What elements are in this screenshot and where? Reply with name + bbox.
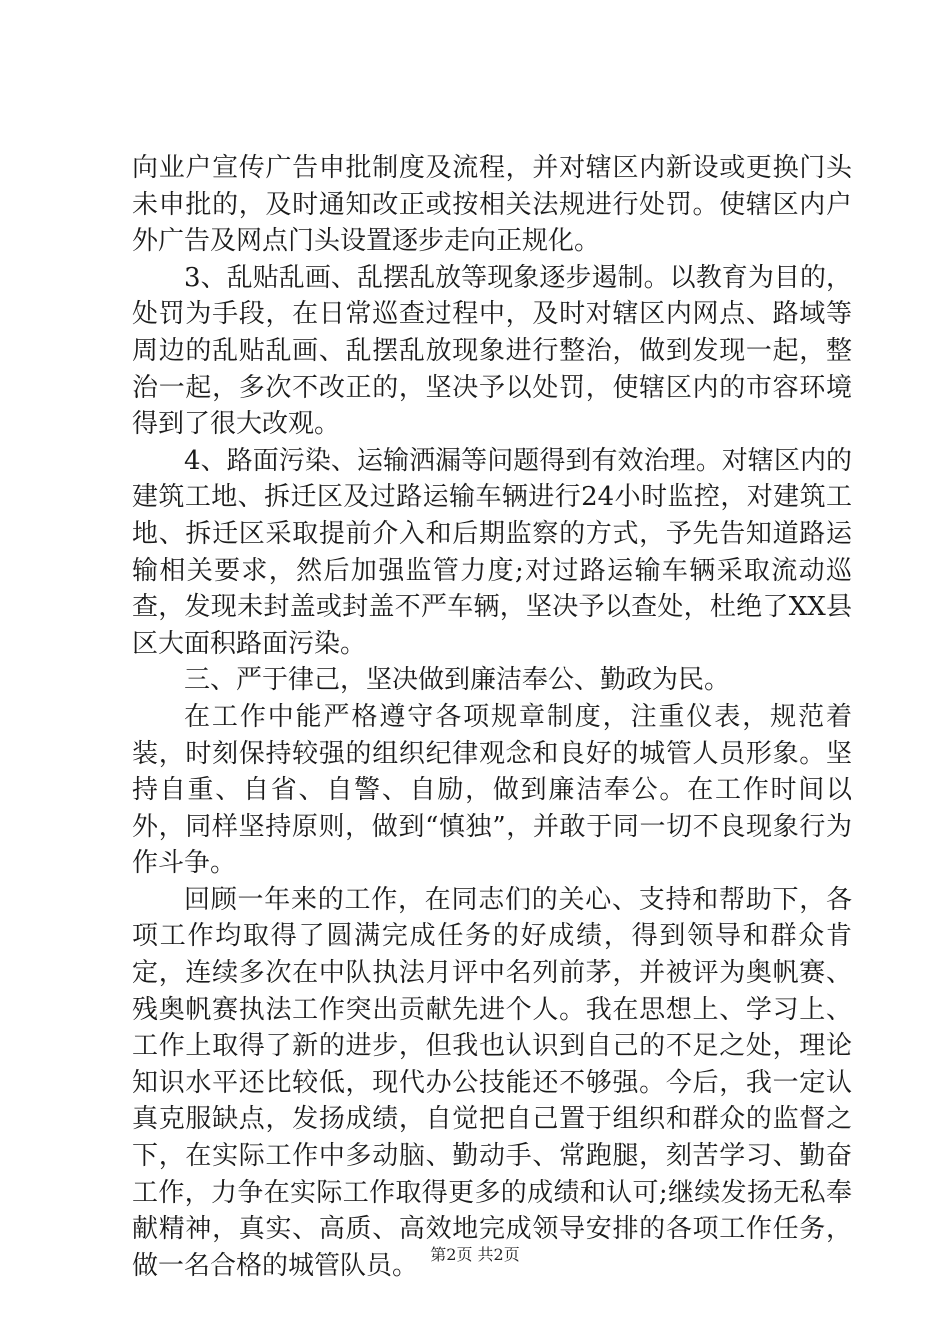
paragraph-discipline: 在工作中能严格遵守各项规章制度，注重仪表，规范着装，时刻保持较强的组织纪律观念和良好的城管人员形象。坚持自重、自省、自警、自励，做到廉洁奉公。在工作时间以外，同样坚持原则，做到“慎独”，并敢于同一切不良现象行为作斗争。 [132, 701, 852, 879]
section-heading-3: 三、严于律己，坚决做到廉洁奉公、勤政为民。 [184, 665, 731, 696]
page-footer: 第2页 共2页 [430, 1245, 520, 1264]
paragraph-item-3: 3、乱贴乱画、乱摆乱放等现象逐步遏制。以教育为目的，处罚为手段，在日常巡查过程中，及时对辖区内网点、路域等周边的乱贴乱画、乱摆乱放现象进行整治，做到发现一起，整治一起，多次不改正的，坚决予以处罚，使辖区内的市容环境得到了很大改观。 [132, 262, 852, 440]
paragraph-review: 回顾一年来的工作，在同志们的关心、支持和帮助下，各项工作均取得了圆满完成任务的好成绩，得到领导和群众肯定，连续多次在中队执法月评中名列前茅，并被评为奥帆赛、残奥帆赛执法工作突出贡献先进个人。我在思想上、学习上、工作上取得了新的进步，但我也认识到自己的不足之处，理论知识水平还比较低，现代办公技能还不够强。今后，我一定认真克服缺点，发扬成绩，自觉把自己置于组织和群众的监督之下，在实际工作中多动脑、勤动手、常跑腿，刻苦学习、勤奋工作，力争在实际工作取得更多的成绩和认可;继续发扬无私奉献精神，真实、高质、高效地完成领导安排的各项工作任务，做一名合格的城管队员。 [132, 884, 852, 1281]
paragraph-continuation: 向业户宣传广告申批制度及流程，并对辖区内新设或更换门头未申批的，及时通知改正或按相关法规进行处罚。使辖区内户外广告及网点门头设置逐步走向正规化。 [132, 153, 852, 257]
document-body [132, 150, 852, 1284]
paragraph-item-4: 4、路面污染、运输洒漏等问题得到有效治理。对辖区内的建筑工地、拆迁区及过路运输车辆进行24小时监控，对建筑工地、拆迁区采取提前介入和后期监察的方式，予先告知道路运输相关要求，然后加强监管力度;对过路运输车辆采取流动巡查，发现未封盖或封盖不严车辆，坚决予以查处，杜绝了XX县区大面积路面污染。 [132, 445, 852, 659]
